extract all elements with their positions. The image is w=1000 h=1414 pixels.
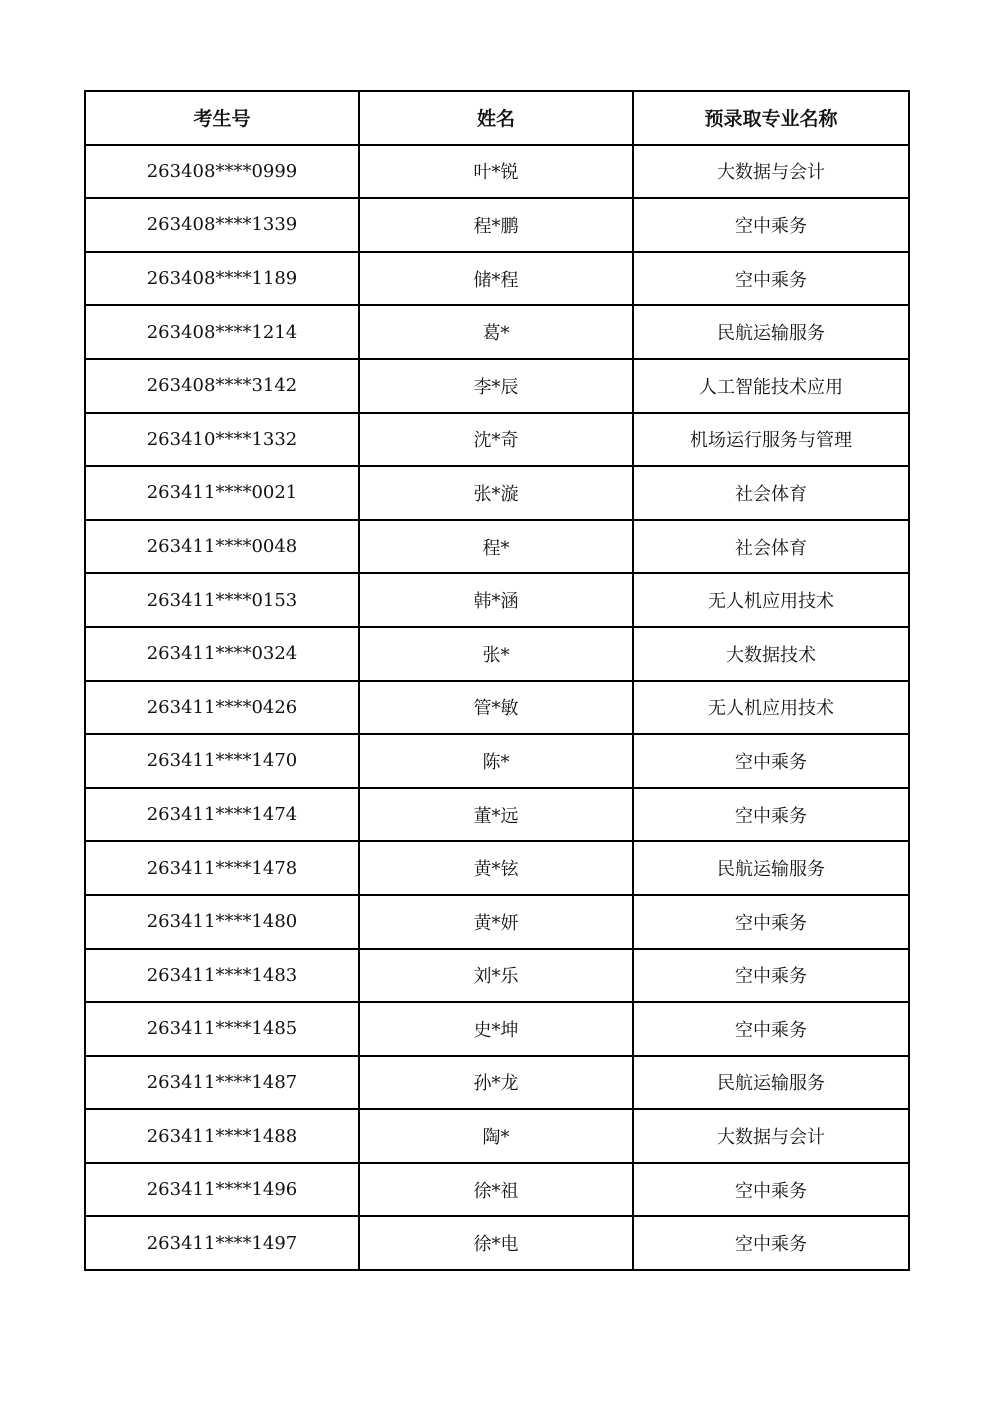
name-cell: 张*漩 bbox=[359, 466, 633, 520]
name-cell: 李*辰 bbox=[359, 359, 633, 413]
candidate-id-cell: 263408****0999 bbox=[85, 145, 359, 199]
name-cell: 徐*电 bbox=[359, 1216, 633, 1270]
candidate-id-cell: 263411****1478 bbox=[85, 841, 359, 895]
candidate-id-cell: 263408****1189 bbox=[85, 252, 359, 306]
table-row bbox=[85, 949, 909, 1003]
candidate-id-cell: 263411****0324 bbox=[85, 627, 359, 681]
name-cell: 黄*铉 bbox=[359, 841, 633, 895]
table-row bbox=[85, 681, 909, 735]
table-row bbox=[85, 1109, 909, 1163]
candidate-id-cell: 263411****0153 bbox=[85, 573, 359, 627]
major-cell: 民航运输服务 bbox=[633, 841, 909, 895]
table-row bbox=[85, 198, 909, 252]
name-cell: 陶* bbox=[359, 1109, 633, 1163]
name-cell: 张* bbox=[359, 627, 633, 681]
header-candidate-id: 考生号 bbox=[85, 91, 359, 145]
major-cell: 空中乘务 bbox=[633, 1163, 909, 1217]
major-cell: 空中乘务 bbox=[633, 788, 909, 842]
major-cell: 民航运输服务 bbox=[633, 305, 909, 359]
table-row bbox=[85, 841, 909, 895]
major-cell: 空中乘务 bbox=[633, 895, 909, 949]
name-cell: 董*远 bbox=[359, 788, 633, 842]
major-cell: 民航运输服务 bbox=[633, 1056, 909, 1110]
name-cell: 程* bbox=[359, 520, 633, 574]
candidate-id-cell: 263411****0426 bbox=[85, 681, 359, 735]
major-cell: 空中乘务 bbox=[633, 949, 909, 1003]
candidate-id-cell: 263410****1332 bbox=[85, 413, 359, 467]
candidate-id-cell: 263411****1480 bbox=[85, 895, 359, 949]
candidate-id-cell: 263411****1474 bbox=[85, 788, 359, 842]
candidate-id-cell: 263408****1214 bbox=[85, 305, 359, 359]
name-cell: 葛* bbox=[359, 305, 633, 359]
name-cell: 孙*龙 bbox=[359, 1056, 633, 1110]
name-cell: 史*坤 bbox=[359, 1002, 633, 1056]
name-cell: 韩*涵 bbox=[359, 573, 633, 627]
candidate-id-cell: 263408****3142 bbox=[85, 359, 359, 413]
major-cell: 无人机应用技术 bbox=[633, 681, 909, 735]
major-cell: 人工智能技术应用 bbox=[633, 359, 909, 413]
table-row bbox=[85, 1056, 909, 1110]
table-row bbox=[85, 466, 909, 520]
table-header-row bbox=[85, 91, 909, 145]
table-row bbox=[85, 627, 909, 681]
major-cell: 空中乘务 bbox=[633, 1002, 909, 1056]
candidate-id-cell: 263411****1485 bbox=[85, 1002, 359, 1056]
name-cell: 刘*乐 bbox=[359, 949, 633, 1003]
candidate-id-cell: 263411****1488 bbox=[85, 1109, 359, 1163]
table-row bbox=[85, 359, 909, 413]
candidate-id-cell: 263411****1487 bbox=[85, 1056, 359, 1110]
major-cell: 空中乘务 bbox=[633, 734, 909, 788]
major-cell: 社会体育 bbox=[633, 520, 909, 574]
table-row bbox=[85, 1002, 909, 1056]
name-cell: 程*鹏 bbox=[359, 198, 633, 252]
table-row bbox=[85, 305, 909, 359]
name-cell: 陈* bbox=[359, 734, 633, 788]
candidate-id-cell: 263411****1483 bbox=[85, 949, 359, 1003]
major-cell: 机场运行服务与管理 bbox=[633, 413, 909, 467]
major-cell: 大数据技术 bbox=[633, 627, 909, 681]
table-row bbox=[85, 895, 909, 949]
candidate-id-cell: 263411****1496 bbox=[85, 1163, 359, 1217]
table-row bbox=[85, 1216, 909, 1270]
table-body bbox=[85, 145, 909, 1270]
admission-table-container bbox=[84, 90, 902, 1271]
admission-table bbox=[84, 90, 910, 1271]
candidate-id-cell: 263411****0048 bbox=[85, 520, 359, 574]
name-cell: 徐*祖 bbox=[359, 1163, 633, 1217]
table-row bbox=[85, 734, 909, 788]
candidate-id-cell: 263411****1497 bbox=[85, 1216, 359, 1270]
header-major: 预录取专业名称 bbox=[633, 91, 909, 145]
name-cell: 沈*奇 bbox=[359, 413, 633, 467]
major-cell: 空中乘务 bbox=[633, 1216, 909, 1270]
major-cell: 空中乘务 bbox=[633, 198, 909, 252]
major-cell: 大数据与会计 bbox=[633, 1109, 909, 1163]
major-cell: 空中乘务 bbox=[633, 252, 909, 306]
table-row bbox=[85, 1163, 909, 1217]
candidate-id-cell: 263411****1470 bbox=[85, 734, 359, 788]
table-row bbox=[85, 145, 909, 199]
name-cell: 叶*锐 bbox=[359, 145, 633, 199]
name-cell: 管*敏 bbox=[359, 681, 633, 735]
name-cell: 黄*妍 bbox=[359, 895, 633, 949]
name-cell: 储*程 bbox=[359, 252, 633, 306]
table-row bbox=[85, 788, 909, 842]
major-cell: 无人机应用技术 bbox=[633, 573, 909, 627]
candidate-id-cell: 263411****0021 bbox=[85, 466, 359, 520]
table-row bbox=[85, 573, 909, 627]
table-row bbox=[85, 413, 909, 467]
candidate-id-cell: 263408****1339 bbox=[85, 198, 359, 252]
table-row bbox=[85, 252, 909, 306]
header-name: 姓名 bbox=[359, 91, 633, 145]
major-cell: 大数据与会计 bbox=[633, 145, 909, 199]
major-cell: 社会体育 bbox=[633, 466, 909, 520]
table-row bbox=[85, 520, 909, 574]
